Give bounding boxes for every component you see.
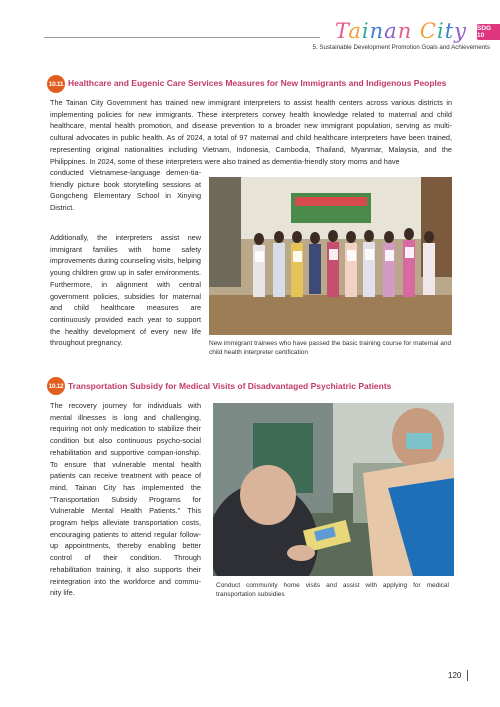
section-paragraph-continued: conducted Vietnamese-language demen-tia-friendly picture book storytelling sessions at Gongcheng Elementary School in Xinying District. (50, 168, 201, 213)
home-visit-photo (213, 403, 454, 576)
section-number-badge: 10.12 (47, 377, 65, 395)
tainan-city-logo (333, 17, 493, 45)
section-paragraph: The recovery journey for individuals with mental illnesses is long and challenging, requiring not only medication to stabilize their condition but also continuous psycho-social rehabilitation and supportive compan-ionship. To ensure that vulnerable mental health patients can receive treatment with peace of mind, Tainan City has implemented the "Transportation Subsidy Programs for Vulnerable Mental Health Patients." This program helps alleviate transportation costs, encouraging patients to attend regular follow-up appointments, thereby enabling better control of their condition. Through rehabilitation training, it also supports their reintegration into the workforce and commu-nity life. (50, 401, 201, 598)
section-paragraph: The Tainan City Government has trained new immigrant interpreters to assist health centers across various districts in implementing policies for new immigrants. These interpreters convey health knowledge related to maternal and child healthcare, mental health promotion, and disease prevention to a broader new immigrant population, serving as multi-cultural advocates in public health. As of 2024, a total of 97 maternal and child healthcare interpreters have been trained, representing original nationalities including Vietnam, Indonesia, Cambodia, Thailand, Myanmar, Malaysia, and the Philippines. In 2024, some of these interpreters were also trained as dementia-friendly story moms and have (50, 98, 452, 166)
header-subtitle: 5. Sustainable Development Promotion Goals and Achievements (312, 44, 490, 51)
photo-caption: Conduct community home visits and assist with applying for medical transportation subsidies (216, 582, 449, 598)
svg-text:Tainan City: Tainan City (335, 19, 468, 43)
section-paragraph: Additionally, the interpreters assist new immigrant families with home safety improvements during counseling visits, helping young children grow up in safer environments. Furthermore, in alignment with central government policies, subsidies for maternal and child healthcare measures are continuously provided each year to support the healthy development of every new life throughout pregnancy. (50, 233, 201, 348)
page-number-divider (467, 670, 468, 681)
section-title: Transportation Subsidy for Medical Visits of Disadvantaged Psychiatric Patients (68, 381, 392, 391)
sdg-badge: SDG 10 (477, 24, 500, 40)
header-rule (44, 37, 320, 38)
photo-caption: New immigrant trainees who have passed the basic training course for maternal and child health interpreter certification (209, 340, 452, 356)
section-number-badge: 10.11 (47, 75, 65, 93)
interpreter-trainees-photo (209, 177, 452, 335)
section-title: Healthcare and Eugenic Care Services Measures for New Immigrants and Indigenous Peoples (68, 78, 447, 88)
page-number: 120 (448, 671, 462, 680)
